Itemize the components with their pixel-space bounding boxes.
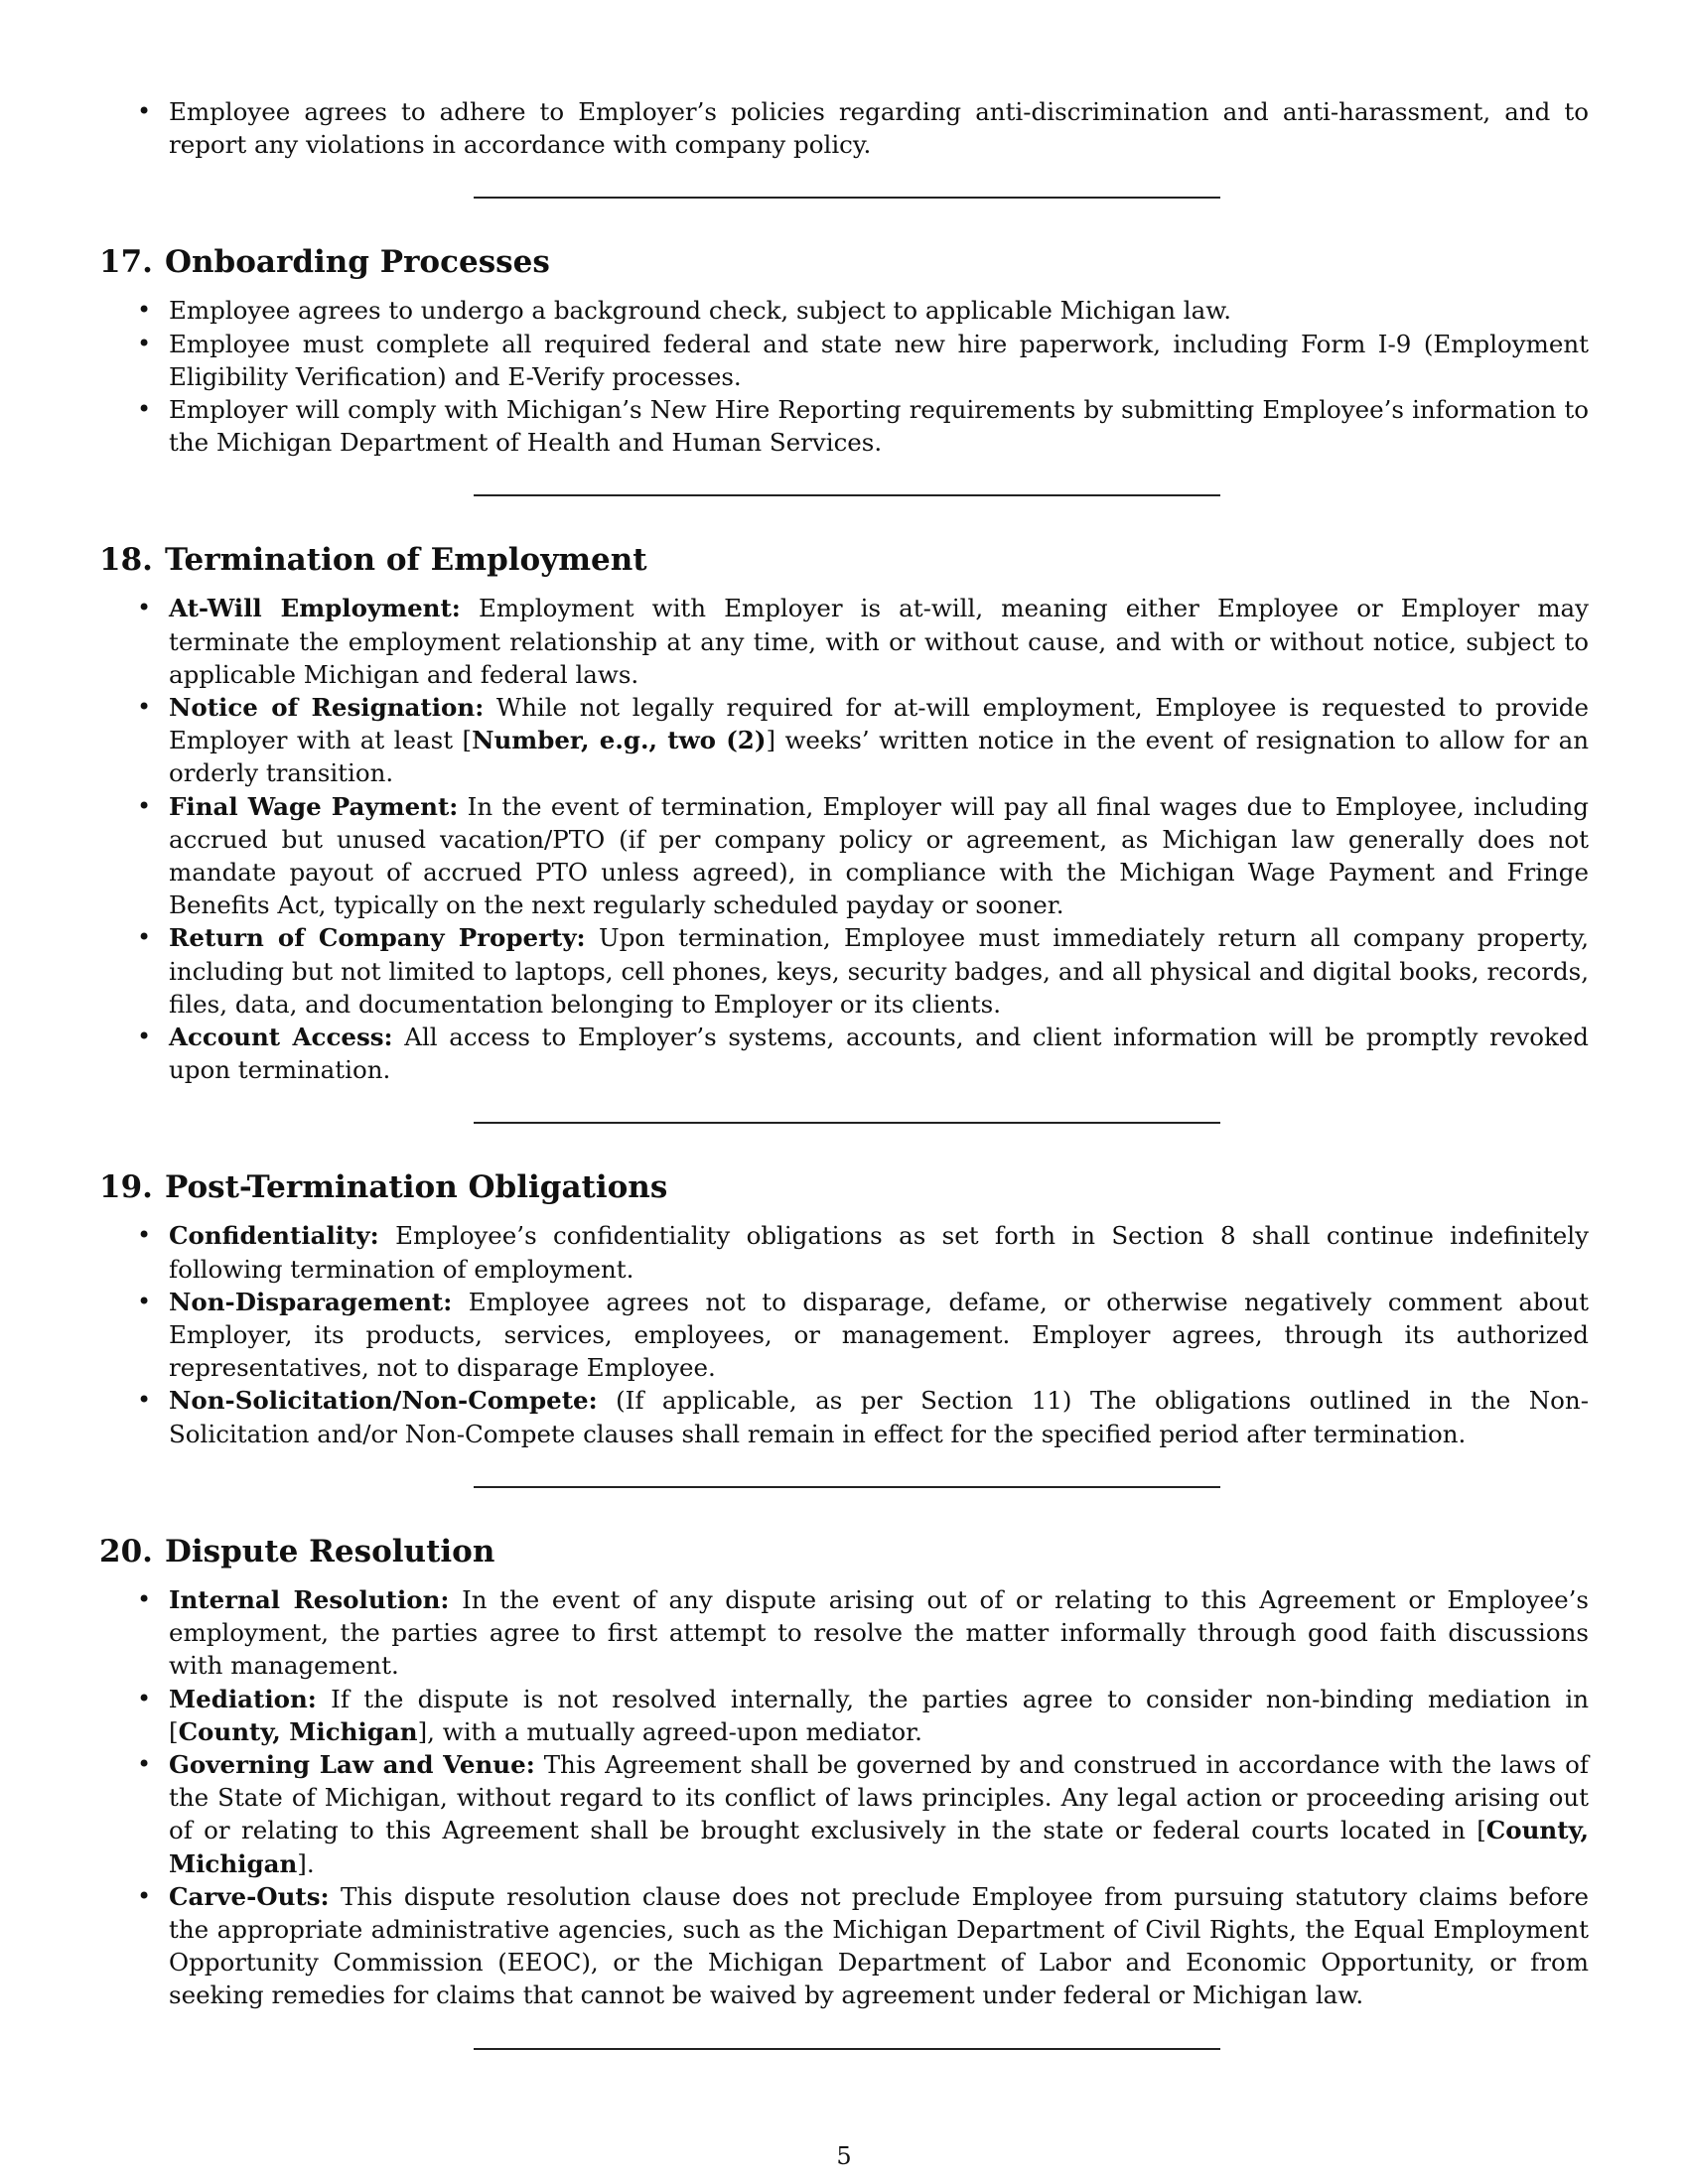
item-lead: Account Access:	[169, 1023, 393, 1052]
item-lead: Carve-Outs:	[169, 1881, 330, 1911]
section-divider	[474, 2048, 1220, 2050]
list-item	[99, 393, 1589, 459]
list-item	[99, 1384, 1589, 1449]
item-text: While not legally required for at-will employment, Employee is requested to provide Employer with at least [	[169, 693, 1589, 755]
item-lead: Final Wage Payment:	[169, 791, 459, 821]
list-item	[99, 1021, 1589, 1086]
item-text: Employment with Employer is at-will, meaning either Employee or Employer may terminate the employment relationship at any time, with or without cause, and with or without notice, subject to applicable Michigan and federal laws.	[169, 594, 1590, 689]
item-text: Upon termination, Employee must immediately return all company property, including but not limited to laptops, cell phones, keys, security badges, and all physical and digital books, records, files, data, and documentation belonging to Employer or its clients.	[169, 923, 1589, 1019]
item-text: Employee must complete all required federal and state new hire paperwork, including Form I-9 (Employment Eligibility Verification) and E-Verify processes.	[169, 329, 1589, 391]
list-item	[99, 691, 1589, 790]
section-19-list	[99, 1219, 1589, 1449]
placeholder-field: County, Michigan	[178, 1716, 418, 1746]
item-text: Employee agrees not to disparage, defame, or otherwise negatively comment about Employer, its products, services, employees, or management. Employer agrees, through its authorized representatives, not to disparage Employee.	[169, 1287, 1590, 1383]
section-divider	[474, 1486, 1220, 1488]
section-divider	[474, 197, 1220, 199]
section-title: Dispute Resolution	[165, 1533, 495, 1570]
list-item	[99, 592, 1589, 691]
list-item	[99, 921, 1589, 1021]
intro-bullet-list	[99, 95, 1589, 161]
section-number: 20.	[99, 1533, 153, 1570]
item-text: All access to Employer’s systems, accounts, and client information will be promptly revoked upon termination.	[169, 1023, 1589, 1085]
section-18-list	[99, 592, 1589, 1086]
section-title: Onboarding Processes	[165, 244, 550, 281]
list-item	[99, 1683, 1589, 1748]
item-lead: Return of Company Property:	[169, 923, 586, 953]
item-text: ] weeks’ written notice in the event of resignation to allow for an orderly transition.	[169, 726, 1589, 788]
section-title: Termination of Employment	[165, 542, 647, 579]
item-text: Employee agrees to adhere to Employer’s policies regarding anti-discrimination and anti-harassment, and to report any violations in accordance with company policy.	[169, 97, 1589, 160]
item-text: If the dispute is not resolved internally, the parties agree to consider non-binding mediation in [	[169, 1684, 1589, 1746]
list-item	[99, 790, 1589, 922]
placeholder-field: County, Michigan	[169, 1816, 1589, 1878]
item-lead: Governing Law and Venue:	[169, 1749, 535, 1779]
section-heading-17	[99, 242, 1589, 282]
section-20-list	[99, 1583, 1589, 2012]
item-text: In the event of any dispute arising out of or relating to this Agreement or Employee’s employment, the parties agree to first attempt to resolve the matter informally through good faith discussions with management.	[169, 1584, 1589, 1681]
section-number: 19.	[99, 1169, 153, 1206]
list-item	[99, 328, 1589, 393]
item-text: Employee’s confidentiality obligations as set forth in Section 8 shall continue indefinitely following termination of employment.	[169, 1221, 1589, 1284]
item-text: ].	[297, 1848, 315, 1878]
item-lead: Internal Resolution:	[169, 1584, 450, 1614]
list-item	[99, 294, 1589, 327]
document-page	[99, 95, 1589, 2050]
item-text: Employer will comply with Michigan’s New Hire Reporting requirements by submitting Employee’s information to the Michigan Department of Health and Human Services.	[169, 395, 1589, 458]
section-17-list	[99, 294, 1589, 459]
list-item	[99, 1880, 1589, 2012]
list-item	[99, 1286, 1589, 1385]
placeholder-field: Number, e.g., two (2)	[472, 726, 767, 755]
item-lead: Non-Solicitation/Non-Compete:	[169, 1386, 598, 1416]
item-text: This dispute resolution clause does not preclude Employee from pursuing statutory claims before the appropriate administrative agencies, such as the Michigan Department of Civil Rights, the Equal Employment Opportunity Commission (EEOC), or the Michigan Department of Labor and Economic Opportunity, or from seeking remedies for claims that cannot be waived by agreement under federal or Michigan law.	[169, 1881, 1589, 2010]
section-heading-20	[99, 1532, 1589, 1571]
item-text: Employee agrees to undergo a background check, subject to applicable Michigan law.	[169, 296, 1232, 326]
item-text: (If applicable, as per Section 11) The obligations outlined in the Non-Solicitation and/or Non-Compete clauses shall remain in effect for the specified period after termination.	[169, 1386, 1589, 1448]
item-lead: Non-Disparagement:	[169, 1287, 453, 1316]
item-lead: Confidentiality:	[169, 1221, 379, 1251]
list-item	[99, 95, 1589, 161]
item-lead: Mediation:	[169, 1684, 317, 1713]
section-divider	[474, 494, 1220, 496]
item-text: ], with a mutually agreed-upon mediator.	[417, 1716, 922, 1746]
list-item	[99, 1219, 1589, 1285]
section-heading-19	[99, 1167, 1589, 1207]
page-number: 5	[836, 2142, 852, 2170]
section-divider	[474, 1122, 1220, 1124]
item-lead: Notice of Resignation:	[169, 693, 485, 723]
section-title: Post-Termination Obligations	[165, 1169, 668, 1206]
section-number: 17.	[99, 244, 153, 281]
section-heading-18	[99, 540, 1589, 580]
section-number: 18.	[99, 542, 153, 579]
item-text: This Agreement shall be governed by and construed in accordance with the laws of the State of Michigan, without regard to its conflict of laws principles. Any legal action or proceeding arising out of or relating to this Agreement shall be brought exclusively in the state or federal courts located in [	[169, 1749, 1589, 1845]
list-item	[99, 1583, 1589, 1683]
item-text: In the event of termination, Employer will pay all final wages due to Employee, including accrued but unused vacation/PTO (if per company policy or agreement, as Michigan law generally does not mandate payout of accrued PTO unless agreed), in compliance with the Michigan Wage Payment and Fringe Benefits Act, typically on the next regularly scheduled payday or sooner.	[169, 791, 1589, 920]
list-item	[99, 1748, 1589, 1880]
item-lead: At-Will Employment:	[169, 594, 461, 623]
